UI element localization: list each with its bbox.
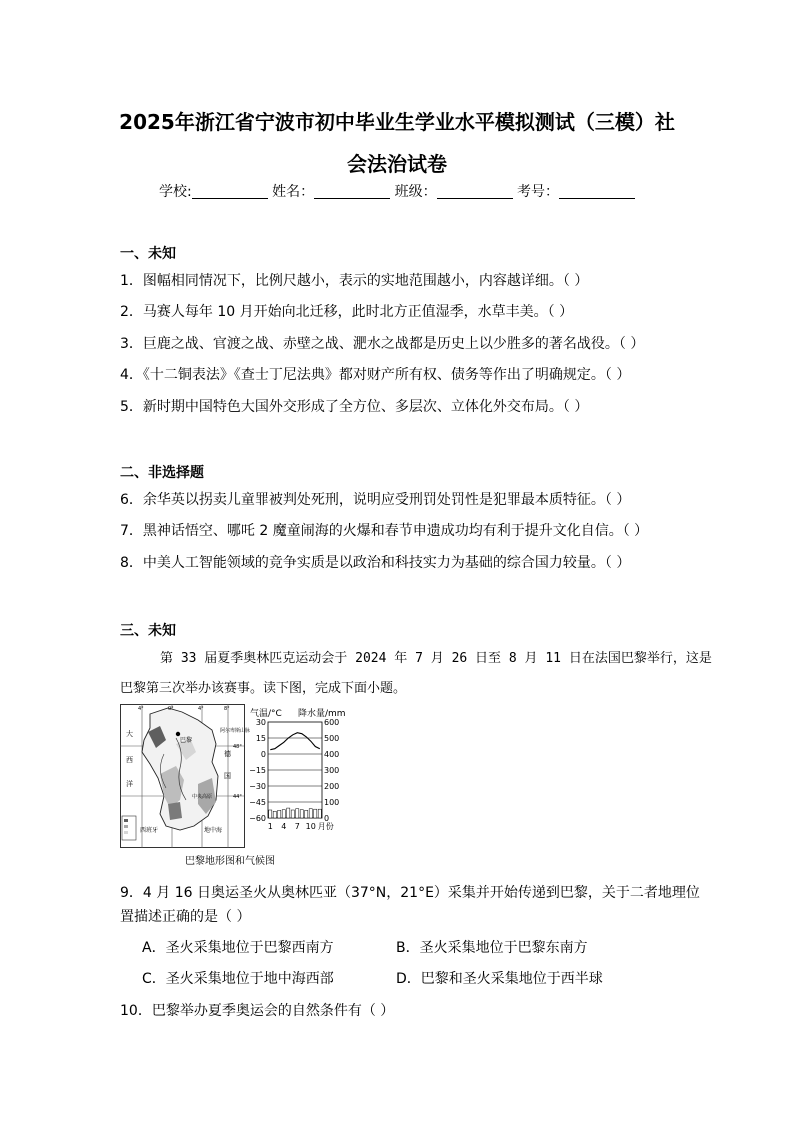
precip-tick-label: 300 (324, 766, 340, 775)
q9-option-c[interactable]: C．圣火采集地位于地中海西部 (142, 971, 334, 987)
month-unit-label: 月份 (317, 822, 334, 831)
precip-bar (314, 809, 317, 818)
passage-line2: 巴黎第三次举办该赛事。读下图，完成下面小题。 (120, 681, 407, 696)
temp-axis-label: 气温/°C (250, 709, 282, 719)
precip-bar (296, 809, 299, 818)
paris-terrain-map (120, 704, 251, 850)
temp-tick-label: −30 (249, 782, 266, 791)
passage-line1: 第 33 届夏季奥林匹克运动会于 2024 年 7 月 26 日至 8 月 11 日在法国巴黎举行，这是 (160, 651, 712, 666)
number-label: 考号： (517, 184, 560, 200)
section3-heading: 三、未知 (120, 623, 176, 639)
question-2: 2．马赛人每年 10 月开始向北迁移，此时北方正值湿季，水草丰美。（ ） (120, 304, 574, 320)
question-9-line2: 置描述正确的是（ ） (120, 909, 251, 925)
q9-option-d[interactable]: D．巴黎和圣火采集地位于西半球 (396, 971, 603, 987)
temp-tick-label: −45 (249, 798, 266, 807)
name-label: 姓名： (272, 184, 315, 200)
question-8: 8．中美人工智能领域的竞争实质是以政治和科技实力为基础的综合国力较量。（ ） (120, 555, 631, 571)
precip-bar (309, 809, 312, 818)
precip-bar (269, 810, 272, 818)
climate-grid (268, 722, 322, 818)
school-blank[interactable] (192, 184, 268, 199)
q9-option-a[interactable]: A．圣火采集地位于巴黎西南方 (142, 940, 334, 956)
precip-bar (282, 810, 285, 818)
map-lon-mark-4: 8° (224, 706, 230, 712)
number-blank[interactable] (559, 184, 635, 199)
month-tick-label: 1 (267, 822, 273, 831)
section2-heading: 二、非选择题 (120, 465, 204, 481)
precip-tick-label: 400 (324, 750, 340, 759)
precip-ticks (324, 718, 339, 823)
map-lat-mark-2: 44° (233, 794, 242, 800)
precip-axis-label: 降水量/mm (298, 709, 346, 719)
question-5: 5．新时期中国特色大国外交形成了全方位、多层次、立体化外交布局。（ ） (120, 399, 589, 415)
temp-line (270, 733, 320, 750)
map-sea-label-2: 西 (126, 756, 133, 764)
map-paris-label: 巴黎 (180, 737, 193, 744)
question-7: 7．黑神话悟空、哪吒 2 魔童闹海的火爆和春节申遗成功均有利于提升文化自信。（ ） (120, 523, 649, 539)
map-alps-label: 阿尔卑斯山脉 (220, 728, 251, 734)
precip-tick-label: 100 (324, 798, 340, 807)
class-label: 班级： (394, 184, 437, 200)
precip-tick-label: 500 (324, 734, 340, 743)
section1-heading: 一、未知 (120, 246, 176, 262)
map-sea-label-3: 洋 (126, 780, 133, 788)
map-sea-label-1: 大 (126, 730, 133, 738)
map-south-label: 地中海 (204, 827, 223, 834)
temp-tick-label: −15 (249, 766, 266, 775)
month-tick-label: 4 (281, 822, 287, 831)
precip-bar (273, 811, 276, 818)
month-tick-label: 7 (294, 822, 300, 831)
map-lon-mark-2: 0° (168, 706, 174, 712)
month-ticks (268, 821, 334, 831)
temp-tick-label: 0 (260, 750, 266, 759)
question-10: 10．巴黎举办夏季奥运会的自然条件有（ ） (120, 1003, 395, 1019)
precip-tick-label: 600 (324, 718, 340, 727)
paris-marker (176, 732, 180, 736)
map-west-label: 西班牙 (140, 827, 159, 834)
map-lon-mark-1: 4° (138, 706, 144, 712)
precip-bar (278, 810, 281, 818)
map-east-label-1: 德 (224, 750, 231, 758)
precip-bar (318, 809, 321, 818)
precip-bar (287, 808, 290, 818)
question-1: 1．图幅相同情况下，比例尺越小，表示的实地范围越小，内容越详细。（ ） (120, 273, 589, 289)
precip-bars (269, 808, 322, 818)
class-blank[interactable] (437, 184, 513, 199)
school-label: 学校: (158, 184, 192, 200)
precip-bar (305, 810, 308, 818)
page-title-line1: 2025年浙江省宁波市初中毕业生学业水平模拟测试（三模）社 (119, 110, 675, 134)
question-9-line1: 9．4 月 16 日奥运圣火从奥林匹亚（37°N，21°E）采集并开始传递到巴黎，关于二者地理位 (120, 885, 700, 901)
map-central-label: 中央高原 (192, 794, 213, 800)
question-6: 6．余华英以拐卖儿童罪被判处死刑，说明应受刑罚处罚性是犯罪最本质特征。（ ） (120, 492, 631, 508)
name-blank[interactable] (314, 184, 390, 199)
precip-tick-label: 200 (324, 782, 340, 791)
question-3: 3．巨鹿之战、官渡之战、赤壁之战、淝水之战都是历史上以少胜多的著名战役。（ ） (120, 336, 645, 352)
temp-ticks (249, 718, 266, 823)
student-info-row (0, 181, 794, 201)
figure-caption: 巴黎地形图和气候图 (185, 856, 275, 867)
precip-bar (291, 810, 294, 818)
question-4: 4．《十二铜表法》《查士丁尼法典》都对财产所有权、债务等作出了明确规定。（ ） (120, 367, 631, 383)
precip-bar (300, 810, 303, 818)
map-lon-mark-3: 4° (198, 706, 204, 712)
temp-tick-label: 15 (255, 734, 266, 743)
precip-tick-label: 0 (324, 814, 330, 823)
q9-option-b[interactable]: B．圣火采集地位于巴黎东南方 (396, 940, 588, 956)
month-tick-label: 10 (305, 822, 316, 831)
map-lat-mark-1: 48° (233, 744, 242, 750)
temp-tick-label: 30 (255, 718, 266, 727)
page-title-line2: 会法治试卷 (347, 152, 447, 176)
temp-tick-label: −60 (249, 814, 266, 823)
paris-climate-chart (248, 706, 356, 840)
map-east-label-2: 国 (224, 772, 231, 780)
